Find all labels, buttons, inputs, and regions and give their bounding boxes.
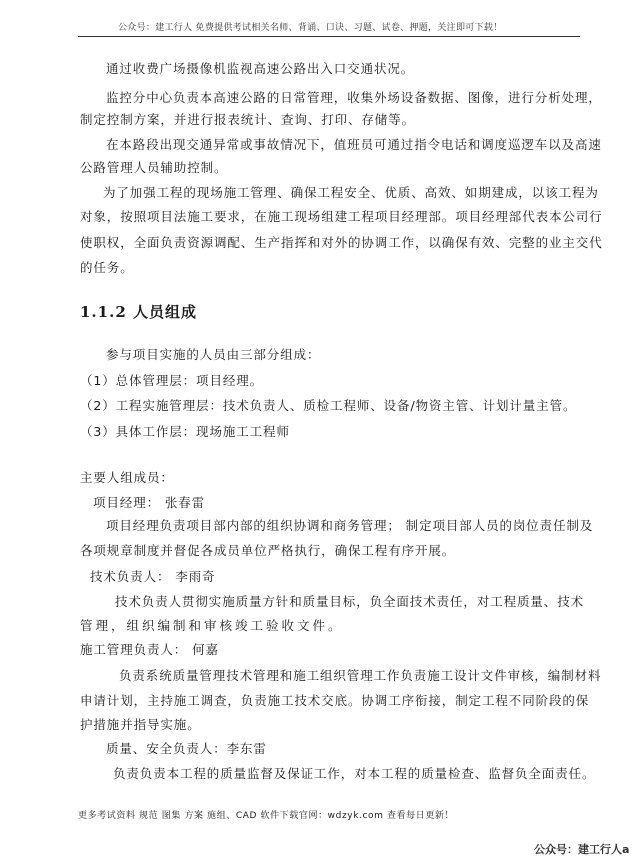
staff-name-line: 施工管理负责人： 何嘉 bbox=[80, 642, 219, 657]
paragraph-line: 公路管理人员辅助控制。 bbox=[80, 160, 228, 175]
staff-name-line: 项目经理： 张春雷 bbox=[93, 495, 206, 510]
paragraph-line: 申请计划，主持施工调查，负责施工技术交底。协调工序衔接，制定工程不同阶段的保 bbox=[80, 693, 590, 708]
paragraph-line: 各项规章制度并督促各成员单位严格执行，确保工程有序开展。 bbox=[80, 543, 456, 558]
staff-name-line: 技术负责人： 李雨奇 bbox=[90, 569, 216, 584]
paragraph-line: 主要人组成员： bbox=[80, 470, 174, 485]
section-heading: 1.1.2 人员组成 bbox=[80, 303, 197, 321]
watermark: 公众号：建工行人a bbox=[534, 843, 630, 856]
paragraph-line: 参与项目实施的人员由三部分组成： bbox=[106, 347, 321, 362]
header-notice: 公众号：建工行人 免费提供考试相关名师、背诵、口诀、习题、试卷、押题，关注即可下载！ bbox=[118, 23, 503, 33]
paragraph-line: 在本路段出现交通异常或事故情况下，值班员可通过指令电话和调度巡逻车以及高速 bbox=[106, 137, 602, 152]
paragraph-line: 为了加强工程的现场施工管理、确保工程安全、优质、高效、如期建成，以该工程为 bbox=[103, 185, 599, 200]
paragraph-line: 的任务。 bbox=[80, 260, 134, 275]
paragraph-line: 负责负责本工程的质量监督及保证工作，对本工程的质量检查、监督负全面责任。 bbox=[113, 766, 596, 781]
paragraph-line: 通过收费广场摄像机监视高速公路出入口交通状况。 bbox=[106, 61, 415, 76]
header-divider bbox=[78, 36, 580, 37]
paragraph-line: 护措施并指导实施。 bbox=[80, 717, 201, 732]
paragraph-line: 项目经理负责项目部内部的组织协调和商务管理； 制定项目部人员的岗位责任制及 bbox=[106, 518, 594, 533]
paragraph-line: 技术负责人贯彻实施质量方针和质量目标，负全面技术责任，对工程质量、技术 bbox=[115, 594, 585, 609]
list-item: （3）具体工作层：现场施工工程师 bbox=[80, 424, 290, 439]
list-item: （2）工程实施管理层：技术负责人、质检工程师、设备/物资主管、计划计量主管。 bbox=[80, 398, 577, 413]
paragraph-line: 对象，按照项目法施工要求，在施工现场组建工程项目经理部。项目经理部代表本公司行 bbox=[80, 209, 603, 224]
list-item: （1）总体管理层：项目经理。 bbox=[80, 373, 264, 388]
staff-name-line: 质量、安全负责人：李东雷 bbox=[106, 741, 267, 756]
paragraph-line: 负责系统质量管理技术管理和施工组织管理工作负责施工设计文件审核，编制材料 bbox=[119, 668, 602, 683]
paragraph-line: 制定控制方案，并进行报表统计、查询、打印、存储等。 bbox=[80, 112, 416, 127]
footer-notice: 更多考试资料 规范 图集 方案 施组、CAD 软件下载官网：wdzyk.com 查看每日更新！ bbox=[78, 811, 455, 821]
paragraph-line: 监控分中心负责本高速公路的日常管理，收集外场设备数据、图像，进行分析处理， bbox=[106, 90, 602, 105]
paragraph-line: 使职权，全面负责资源调配、生产指挥和对外的协调工作，以确保有效、完整的业主交代 bbox=[80, 235, 603, 250]
paragraph-line: 管理，组织编制和审核竣工验收文件。 bbox=[80, 618, 344, 633]
